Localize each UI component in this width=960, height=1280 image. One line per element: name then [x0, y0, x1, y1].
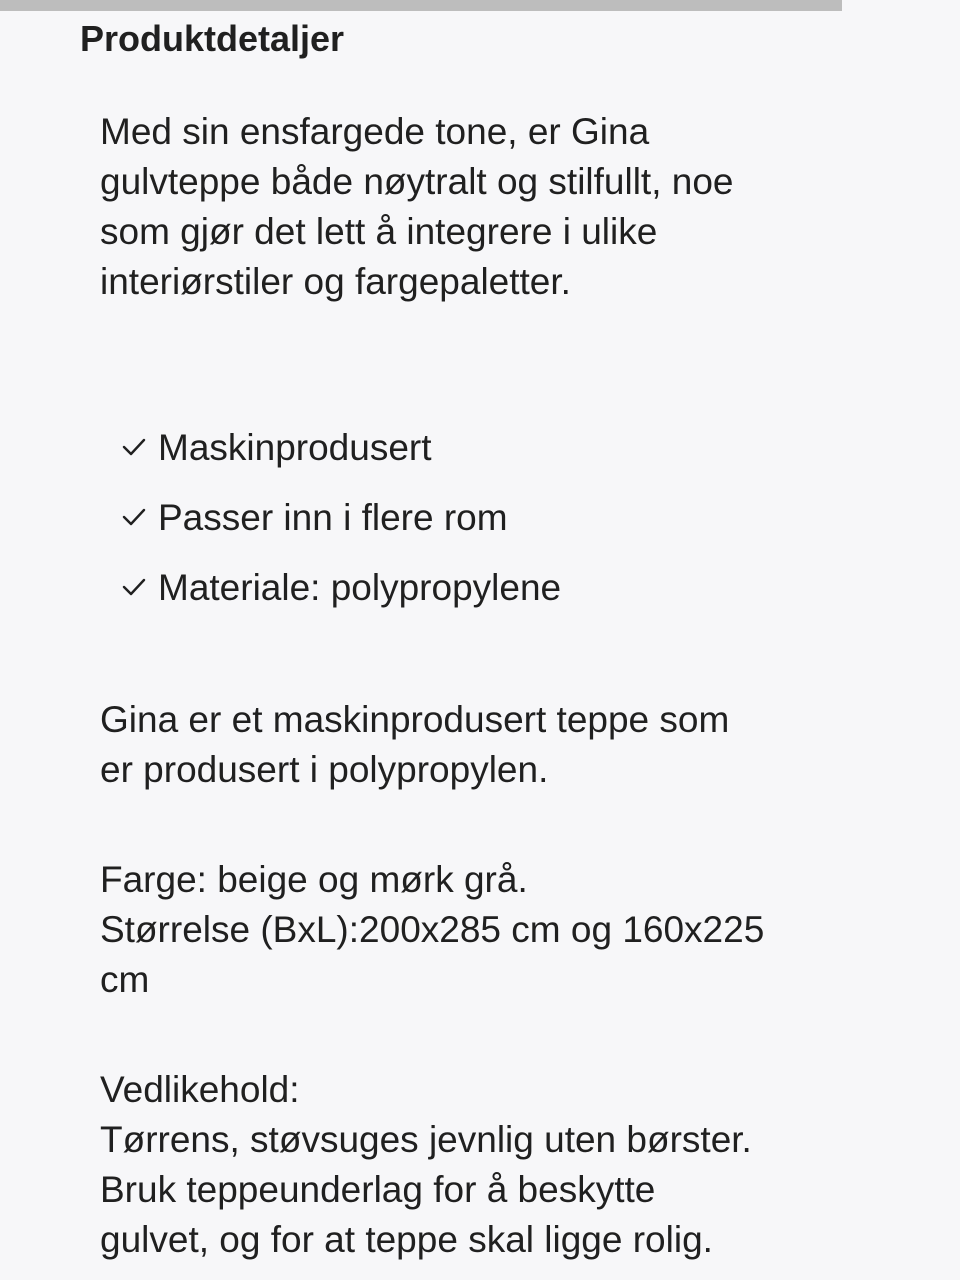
section-heading: Produktdetaljer	[80, 18, 345, 59]
intro-paragraph: Med sin ensfargede tone, er Gina gulvteppe både nøytralt og stilfullt, noe som gjør det lett å integrere i ulike interiørstiler og fargepaletter.	[100, 111, 734, 302]
check-icon	[122, 437, 146, 457]
product-details-content	[100, 107, 860, 1260]
check-icon	[122, 577, 146, 597]
feature-item	[100, 483, 860, 553]
check-icon	[122, 507, 146, 527]
top-bar-gap	[842, 0, 960, 11]
feature-label: Materiale: polypropylene	[158, 567, 562, 608]
description-paragraph: Gina er et maskinprodusert teppe som er produsert i polypropylen.	[100, 699, 730, 790]
feature-item	[100, 413, 860, 483]
feature-label: Passer inn i flere rom	[158, 497, 508, 538]
feature-label: Maskinprodusert	[158, 427, 432, 468]
feature-list	[100, 413, 860, 623]
specs-paragraph: Farge: beige og mørk grå. Størrelse (BxL):200x285 cm og 160x225 cm	[100, 859, 765, 1000]
feature-item	[100, 553, 860, 623]
care-paragraph: Vedlikehold: Tørrens, støvsuges jevnlig uten børster. Bruk teppeunderlag for å beskytte gulvet, og for at teppe skal ligge rolig.	[100, 1069, 752, 1260]
top-scroll-bar	[0, 0, 842, 11]
